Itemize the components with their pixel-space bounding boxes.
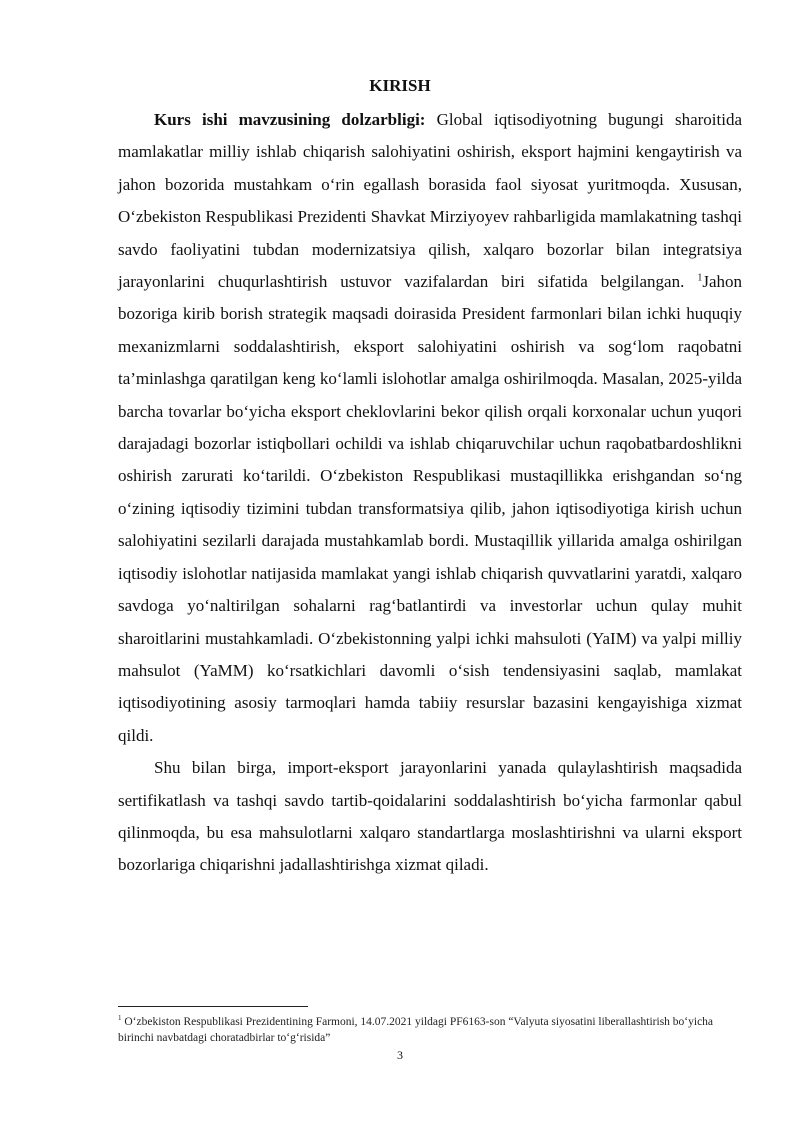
footnote (118, 1014, 742, 1046)
body-text (118, 104, 742, 882)
page-number: 3 (397, 1048, 403, 1062)
section-title: KIRISH (369, 76, 431, 95)
paragraph-import-export: Shu bilan birga, import-eksport jarayonlarini yanada qulaylashtirish maqsadida sertifikatlash va tashqi savdo tartib-qoidalarini soddalashtirish bo‘yicha farmonlar qabul qilinmoqda, bu esa mahsulotlarni xalqaro standartlarga moslashtirishni va ularni eksport bozorlariga chiqarishni jadallashtirishga xizmat qiladi. (118, 758, 742, 875)
footnote-text: O‘zbekiston Respublikasi Prezidentining Farmoni, 14.07.2021 yildagi PF6163-son “Valyuta siyosatini liberallashtirish bo‘yicha birinchi navbatdagi choratadbirlar to‘g‘risida” (118, 1016, 714, 1044)
paragraph-relevance (118, 104, 742, 752)
paragraph-text-part2: Jahon bozoriga kirib borish strategik maqsadi doirasida President farmonlari bilan ichki huquqiy mexanizmlarni soddalashtirish, eksport salohiyatini oshirish va sog‘lom raqobatni ta’minlashga qaratilgan keng ko‘lamli islohotlar amalga oshirilmoqda. Masalan, 2025-yilda barcha tovarlar bo‘yicha eksport cheklovlarini bekor qilish orqali korxonalar uchun yuqori darajadagi bozorlar istiqbollari ochildi va ishlab chiqaruvchilar uchun raqobatbardoshlikni oshirish zarurati ko‘tarildi. O‘zbekiston Respublikasi mustaqillikka erishgandan so‘ng o‘zining iqtisodiy tizimini tubdan transformatsiya qilib, jahon iqtisodiyotiga kirish uchun salohiyatini sezilarli darajada mustahkamlab bordi. Mustaqillik yillarida amalga oshirilgan iqtisodiy islohotlar natijasida mamlakat yangi ishlab chiqarish quvvatlarini yaratdi, xalqaro savdoga yo‘naltirilgan sohalarni rag‘batlantirdi va investorlar uchun qulay muhit sharoitlarini mustahkamladi. O‘zbekistonning yalpi ichki mahsuloti (YaIM) va yalpi milliy mahsulot (YaMM) ko‘rsatkichlari davomli o‘sish tendensiyasini saqlab, mamlakat iqtisodiyotining asosiy tarmoqlari hamda tabiiy resurslar bazasini kengayishiga xizmat qildi. (118, 272, 742, 745)
footnote-divider (118, 1006, 308, 1007)
paragraph-text-part1: Global iqtisodiyotning bugungi sharoitida mamlakatlar milliy ishlab chiqarish salohiyatini oshirish, eksport hajmini kengaytirish va jahon bozorida mustahkam o‘rin egallash borasida faol siyosat yuritmoqda. Xususan, O‘zbekiston Respublikasi Prezidenti Shavkat Mirziyoyev rahbarligida mamlakatning tashqi savdo faoliyatini tubdan modernizatsiya qilish, xalqaro bozorlar bilan integratsiya jarayonlarini chuqurlashtirish ustuvor vazifalardan biri sifatida belgilangan. (118, 110, 743, 292)
footnote-reference: 1 (697, 272, 703, 284)
paragraph-lead: Kurs ishi mavzusining dolzarbligi: (154, 110, 426, 129)
footnote-mark: 1 (118, 1014, 122, 1023)
